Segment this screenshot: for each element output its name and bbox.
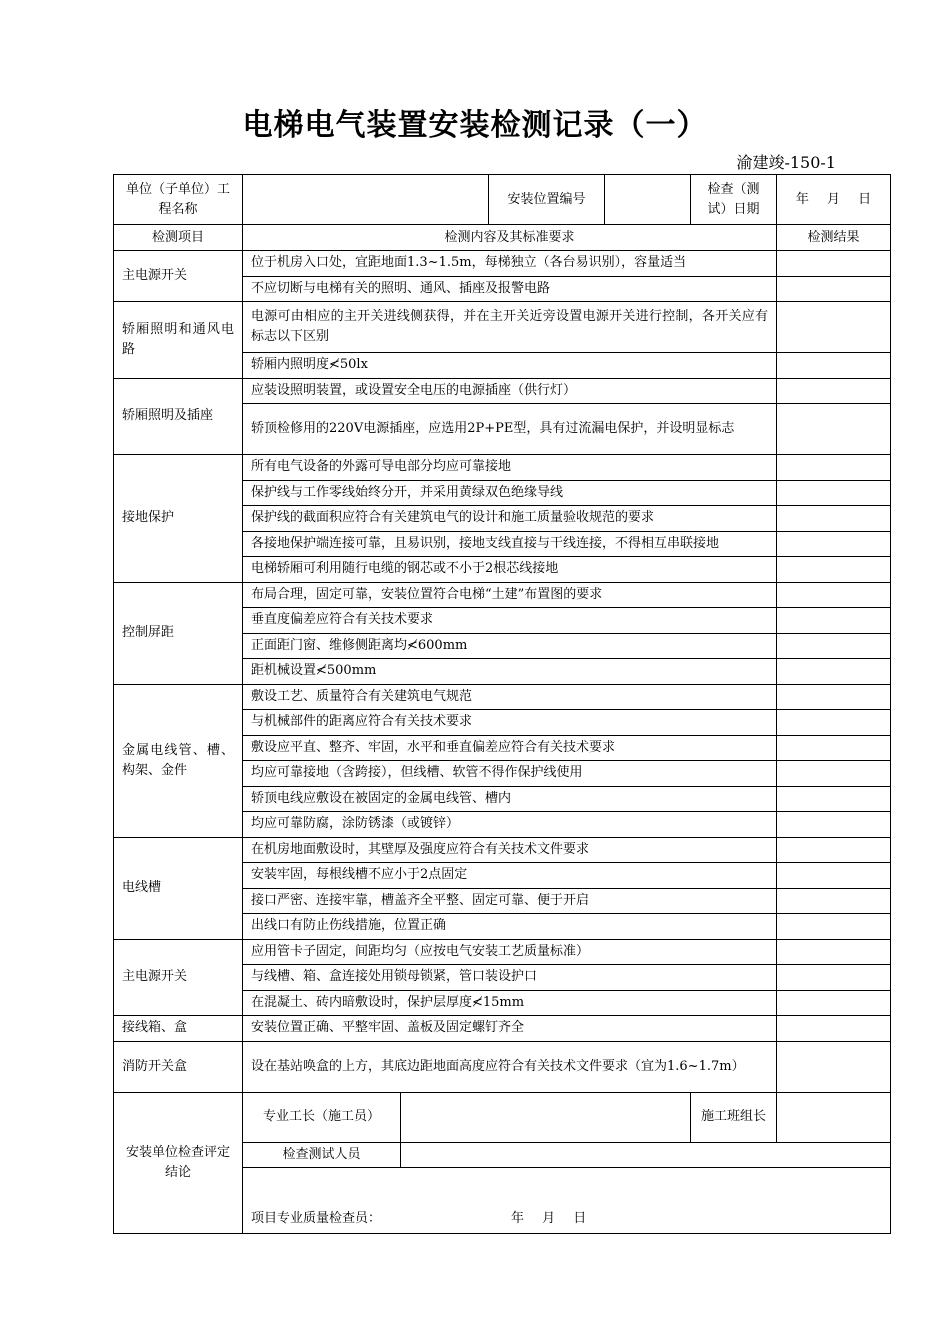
result-cell[interactable] <box>777 735 891 761</box>
result-cell[interactable] <box>777 888 891 914</box>
foreman-label: 专业工长（施工员） <box>243 1092 401 1142</box>
table-row <box>114 939 891 965</box>
requirement-text: 正面距门窗、维修侧距离均≮600mm <box>243 633 777 659</box>
foreman-value[interactable] <box>401 1092 691 1142</box>
requirement-text: 敷设应平直、整齐、牢固，水平和垂直偏差应符合有关技术要求 <box>243 735 777 761</box>
result-cell[interactable] <box>777 684 891 710</box>
result-cell[interactable] <box>777 633 891 659</box>
col-content-header: 检测内容及其标准要求 <box>243 225 777 251</box>
requirement-text: 安装位置正确、平整牢固、盖板及固定螺钉齐全 <box>243 1016 777 1042</box>
requirement-text: 均应可靠防腐，涂防锈漆（或镀锌） <box>243 812 777 838</box>
result-cell[interactable] <box>777 404 891 455</box>
requirement-text: 安装牢固，每根线槽不应小于2点固定 <box>243 863 777 889</box>
table-row <box>114 837 891 863</box>
result-cell[interactable] <box>777 480 891 506</box>
result-cell[interactable] <box>777 837 891 863</box>
result-cell[interactable] <box>777 863 891 889</box>
requirement-text: 轿顶检修用的220V电源插座，应选用2P+PE型，具有过流漏电保护，并设明显标志 <box>243 404 777 455</box>
unit-label: 单位（子单位）工程名称 <box>114 175 243 225</box>
inspection-item: 电线槽 <box>114 837 243 939</box>
result-cell[interactable] <box>777 939 891 965</box>
date-label: 检查（测试）日期 <box>691 175 777 225</box>
table-row <box>114 582 891 608</box>
result-cell[interactable] <box>777 786 891 812</box>
table-row <box>114 1041 891 1092</box>
position-label: 安装位置编号 <box>489 175 605 225</box>
table-row <box>114 1016 891 1042</box>
inspection-table <box>113 174 891 1234</box>
inspection-item: 轿厢照明及插座 <box>114 378 243 455</box>
inspection-item: 接线箱、盒 <box>114 1016 243 1042</box>
inspection-item: 主电源开关 <box>114 939 243 1016</box>
inspector-value[interactable] <box>401 1142 891 1168</box>
requirement-text: 均应可靠接地（含跨接），但线槽、软管不得作保护线使用 <box>243 761 777 787</box>
requirement-text: 出线口有防止伤线措施，位置正确 <box>243 914 777 940</box>
inspection-item: 消防开关盒 <box>114 1041 243 1092</box>
signature-date: 年 月 日 <box>511 1211 587 1226</box>
quality-inspector-label: 项目专业质量检查员： <box>251 1211 382 1226</box>
requirement-text: 接口严密、连接牢靠，槽盖齐全平整、固定可靠、便于开启 <box>243 888 777 914</box>
result-cell[interactable] <box>777 608 891 634</box>
table-row <box>114 251 891 277</box>
requirement-text: 不应切断与电梯有关的照明、通风、插座及报警电路 <box>243 276 777 302</box>
result-cell[interactable] <box>777 506 891 532</box>
requirement-text: 与机械部件的距离应符合有关技术要求 <box>243 710 777 736</box>
inspection-item: 金属电线管、槽、构架、金件 <box>114 684 243 837</box>
inspector-label: 检查测试人员 <box>243 1142 401 1168</box>
result-cell[interactable] <box>777 557 891 583</box>
requirement-text: 与线槽、箱、盒连接处用锁母锁紧，管口装设护口 <box>243 965 777 991</box>
result-cell[interactable] <box>777 812 891 838</box>
page-title: 电梯电气装置安装检测记录（一） <box>242 108 708 143</box>
result-cell[interactable] <box>777 965 891 991</box>
requirement-text: 各接地保护端连接可靠，且易识别，接地支线直接与干线连接，不得相互串联接地 <box>243 531 777 557</box>
col-item-header: 检测项目 <box>114 225 243 251</box>
result-cell[interactable] <box>777 761 891 787</box>
requirement-text: 轿厢内照明度≮50lx <box>243 353 777 379</box>
table-row <box>114 378 891 404</box>
requirement-text: 应用管卡子固定，间距均匀（应按电气安装工艺质量标准） <box>243 939 777 965</box>
unit-value[interactable] <box>243 175 489 225</box>
column-header-row <box>114 225 891 251</box>
requirement-text: 位于机房入口处，宜距地面1.3~1.5m，每梯独立（各台易识别），容量适当 <box>243 251 777 277</box>
inspection-item: 接地保护 <box>114 455 243 583</box>
team-leader-label: 施工班组长 <box>691 1092 777 1142</box>
position-value[interactable] <box>605 175 691 225</box>
inspection-item: 主电源开关 <box>114 251 243 302</box>
result-cell[interactable] <box>777 582 891 608</box>
result-cell[interactable] <box>777 276 891 302</box>
requirement-text: 布局合理，固定可靠，安装位置符合电梯“土建”布置图的要求 <box>243 582 777 608</box>
requirement-text: 在混凝土、砖内暗敷设时，保护层厚度≮15mm <box>243 990 777 1016</box>
requirement-text: 敷设工艺、质量符合有关建筑电气规范 <box>243 684 777 710</box>
requirement-text: 电梯轿厢可利用随行电缆的钢芯或不小于2根芯线接地 <box>243 557 777 583</box>
date-value[interactable]: 年 月 日 <box>777 175 891 225</box>
result-cell[interactable] <box>777 455 891 481</box>
result-cell[interactable] <box>777 378 891 404</box>
quality-signature-cell[interactable] <box>243 1168 891 1234</box>
requirement-text: 距机械设置≮500mm <box>243 659 777 685</box>
requirement-text: 应装设照明装置，或设置安全电压的电源插座（供行灯） <box>243 378 777 404</box>
requirement-text: 保护线的截面积应符合有关建筑电气的设计和施工质量验收规范的要求 <box>243 506 777 532</box>
requirement-text: 电源可由相应的主开关进线侧获得，并在主开关近旁设置电源开关进行控制，各开关应有标志以下区别 <box>243 302 777 353</box>
result-cell[interactable] <box>777 1041 891 1092</box>
header-row <box>114 175 891 225</box>
result-cell[interactable] <box>777 531 891 557</box>
table-row <box>114 684 891 710</box>
inspection-item: 轿厢照明和通风电路 <box>114 302 243 379</box>
team-leader-value[interactable] <box>777 1092 891 1142</box>
result-cell[interactable] <box>777 990 891 1016</box>
result-cell[interactable] <box>777 353 891 379</box>
result-cell[interactable] <box>777 251 891 277</box>
requirement-text: 所有电气设备的外露可导电部分均应可靠接地 <box>243 455 777 481</box>
requirement-text: 保护线与工作零线始终分开，并采用黄绿双色绝缘导线 <box>243 480 777 506</box>
table-row <box>114 455 891 481</box>
conclusion-row <box>114 1092 891 1142</box>
result-cell[interactable] <box>777 710 891 736</box>
conclusion-label: 安装单位检查评定结论 <box>114 1092 243 1234</box>
requirement-text: 垂直度偏差应符合有关技术要求 <box>243 608 777 634</box>
requirement-text: 在机房地面敷设时，其壁厚及强度应符合有关技术文件要求 <box>243 837 777 863</box>
col-result-header: 检测结果 <box>777 225 891 251</box>
requirement-text: 设在基站唤盒的上方，其底边距地面高度应符合有关技术文件要求（宜为1.6~1.7m） <box>243 1041 777 1092</box>
requirement-text: 轿顶电线应敷设在被固定的金属电线管、槽内 <box>243 786 777 812</box>
result-cell[interactable] <box>777 659 891 685</box>
form-code: 渝建竣-150-1 <box>736 153 836 172</box>
result-cell[interactable] <box>777 1016 891 1042</box>
result-cell[interactable] <box>777 302 891 353</box>
inspection-item: 控制屏距 <box>114 582 243 684</box>
result-cell[interactable] <box>777 914 891 940</box>
table-row <box>114 302 891 353</box>
